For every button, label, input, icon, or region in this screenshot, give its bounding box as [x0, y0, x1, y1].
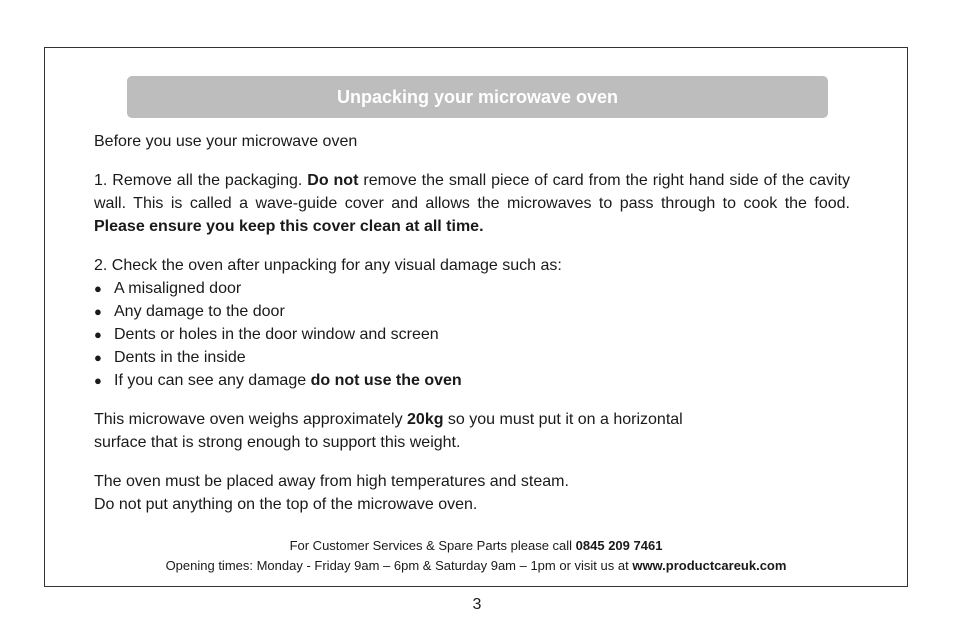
footer-website: www.productcareuk.com [632, 558, 787, 573]
list-item-text [114, 369, 462, 392]
step-1-bold-a: Do not [307, 172, 359, 189]
section-banner [127, 76, 828, 118]
weight-text-b: so you must put it on a horizontal [443, 411, 683, 428]
weight-value: 20kg [407, 411, 444, 428]
list-item [94, 346, 850, 369]
bullet-icon: ● [94, 350, 102, 365]
list-item-text: Dents or holes in the door window and screen [114, 326, 439, 343]
placement-paragraph [94, 470, 850, 516]
step-1-paragraph [94, 169, 850, 238]
section-title: Unpacking your microwave oven [336, 86, 619, 107]
damage-checklist [94, 277, 850, 392]
list-item [94, 369, 850, 392]
footer [45, 536, 907, 576]
placement-line-1: The oven must be placed away from high temperatures and steam. [94, 473, 569, 490]
bullet-icon: ● [94, 304, 102, 319]
list-item [94, 323, 850, 346]
step-1-bold-b: Please ensure you keep this cover clean at all time. [94, 218, 484, 235]
footer-hours-text: Opening times: Monday - Friday 9am – 6pm & Saturday 9am – 1pm or visit us at [165, 558, 633, 573]
footer-phone: 0845 209 7461 [575, 538, 663, 553]
bullet-icon: ● [94, 327, 102, 342]
list-item [94, 300, 850, 323]
bullet-icon: ● [94, 373, 102, 388]
list-item-text: Any damage to the door [114, 303, 285, 320]
warning-bold: do not use the oven [310, 372, 462, 389]
step-1-text-a: 1. Remove all the packaging. [94, 172, 308, 189]
placement-line-2: Do not put anything on the top of the microwave oven. [94, 496, 478, 513]
bullet-icon: ● [94, 281, 102, 296]
list-item-text: A misaligned door [114, 280, 242, 297]
main-content [94, 130, 850, 516]
warning-text: If you can see any damage [114, 372, 311, 389]
page-frame [44, 47, 908, 587]
weight-paragraph [94, 408, 850, 454]
footer-contact-line [45, 536, 907, 556]
weight-text-c: surface that is strong enough to support this weight. [94, 434, 461, 451]
weight-text-a: This microwave oven weighs approximately [94, 411, 408, 428]
intro-text: Before you use your microwave oven [94, 133, 358, 150]
footer-contact-text: For Customer Services & Spare Parts please call [289, 538, 576, 553]
list-item [94, 277, 850, 300]
page-number: 3 [472, 596, 482, 613]
footer-hours-line [45, 556, 907, 576]
step-1-text-b: remove the small piece of card from the right hand side of the cavity wall. This is called a wave-guide cover and allows the microwaves to pass through to cook the food. [94, 172, 851, 212]
list-item-text: Dents in the inside [114, 349, 246, 366]
step-2-heading: 2. Check the oven after unpacking for any visual damage such as: [94, 257, 562, 274]
